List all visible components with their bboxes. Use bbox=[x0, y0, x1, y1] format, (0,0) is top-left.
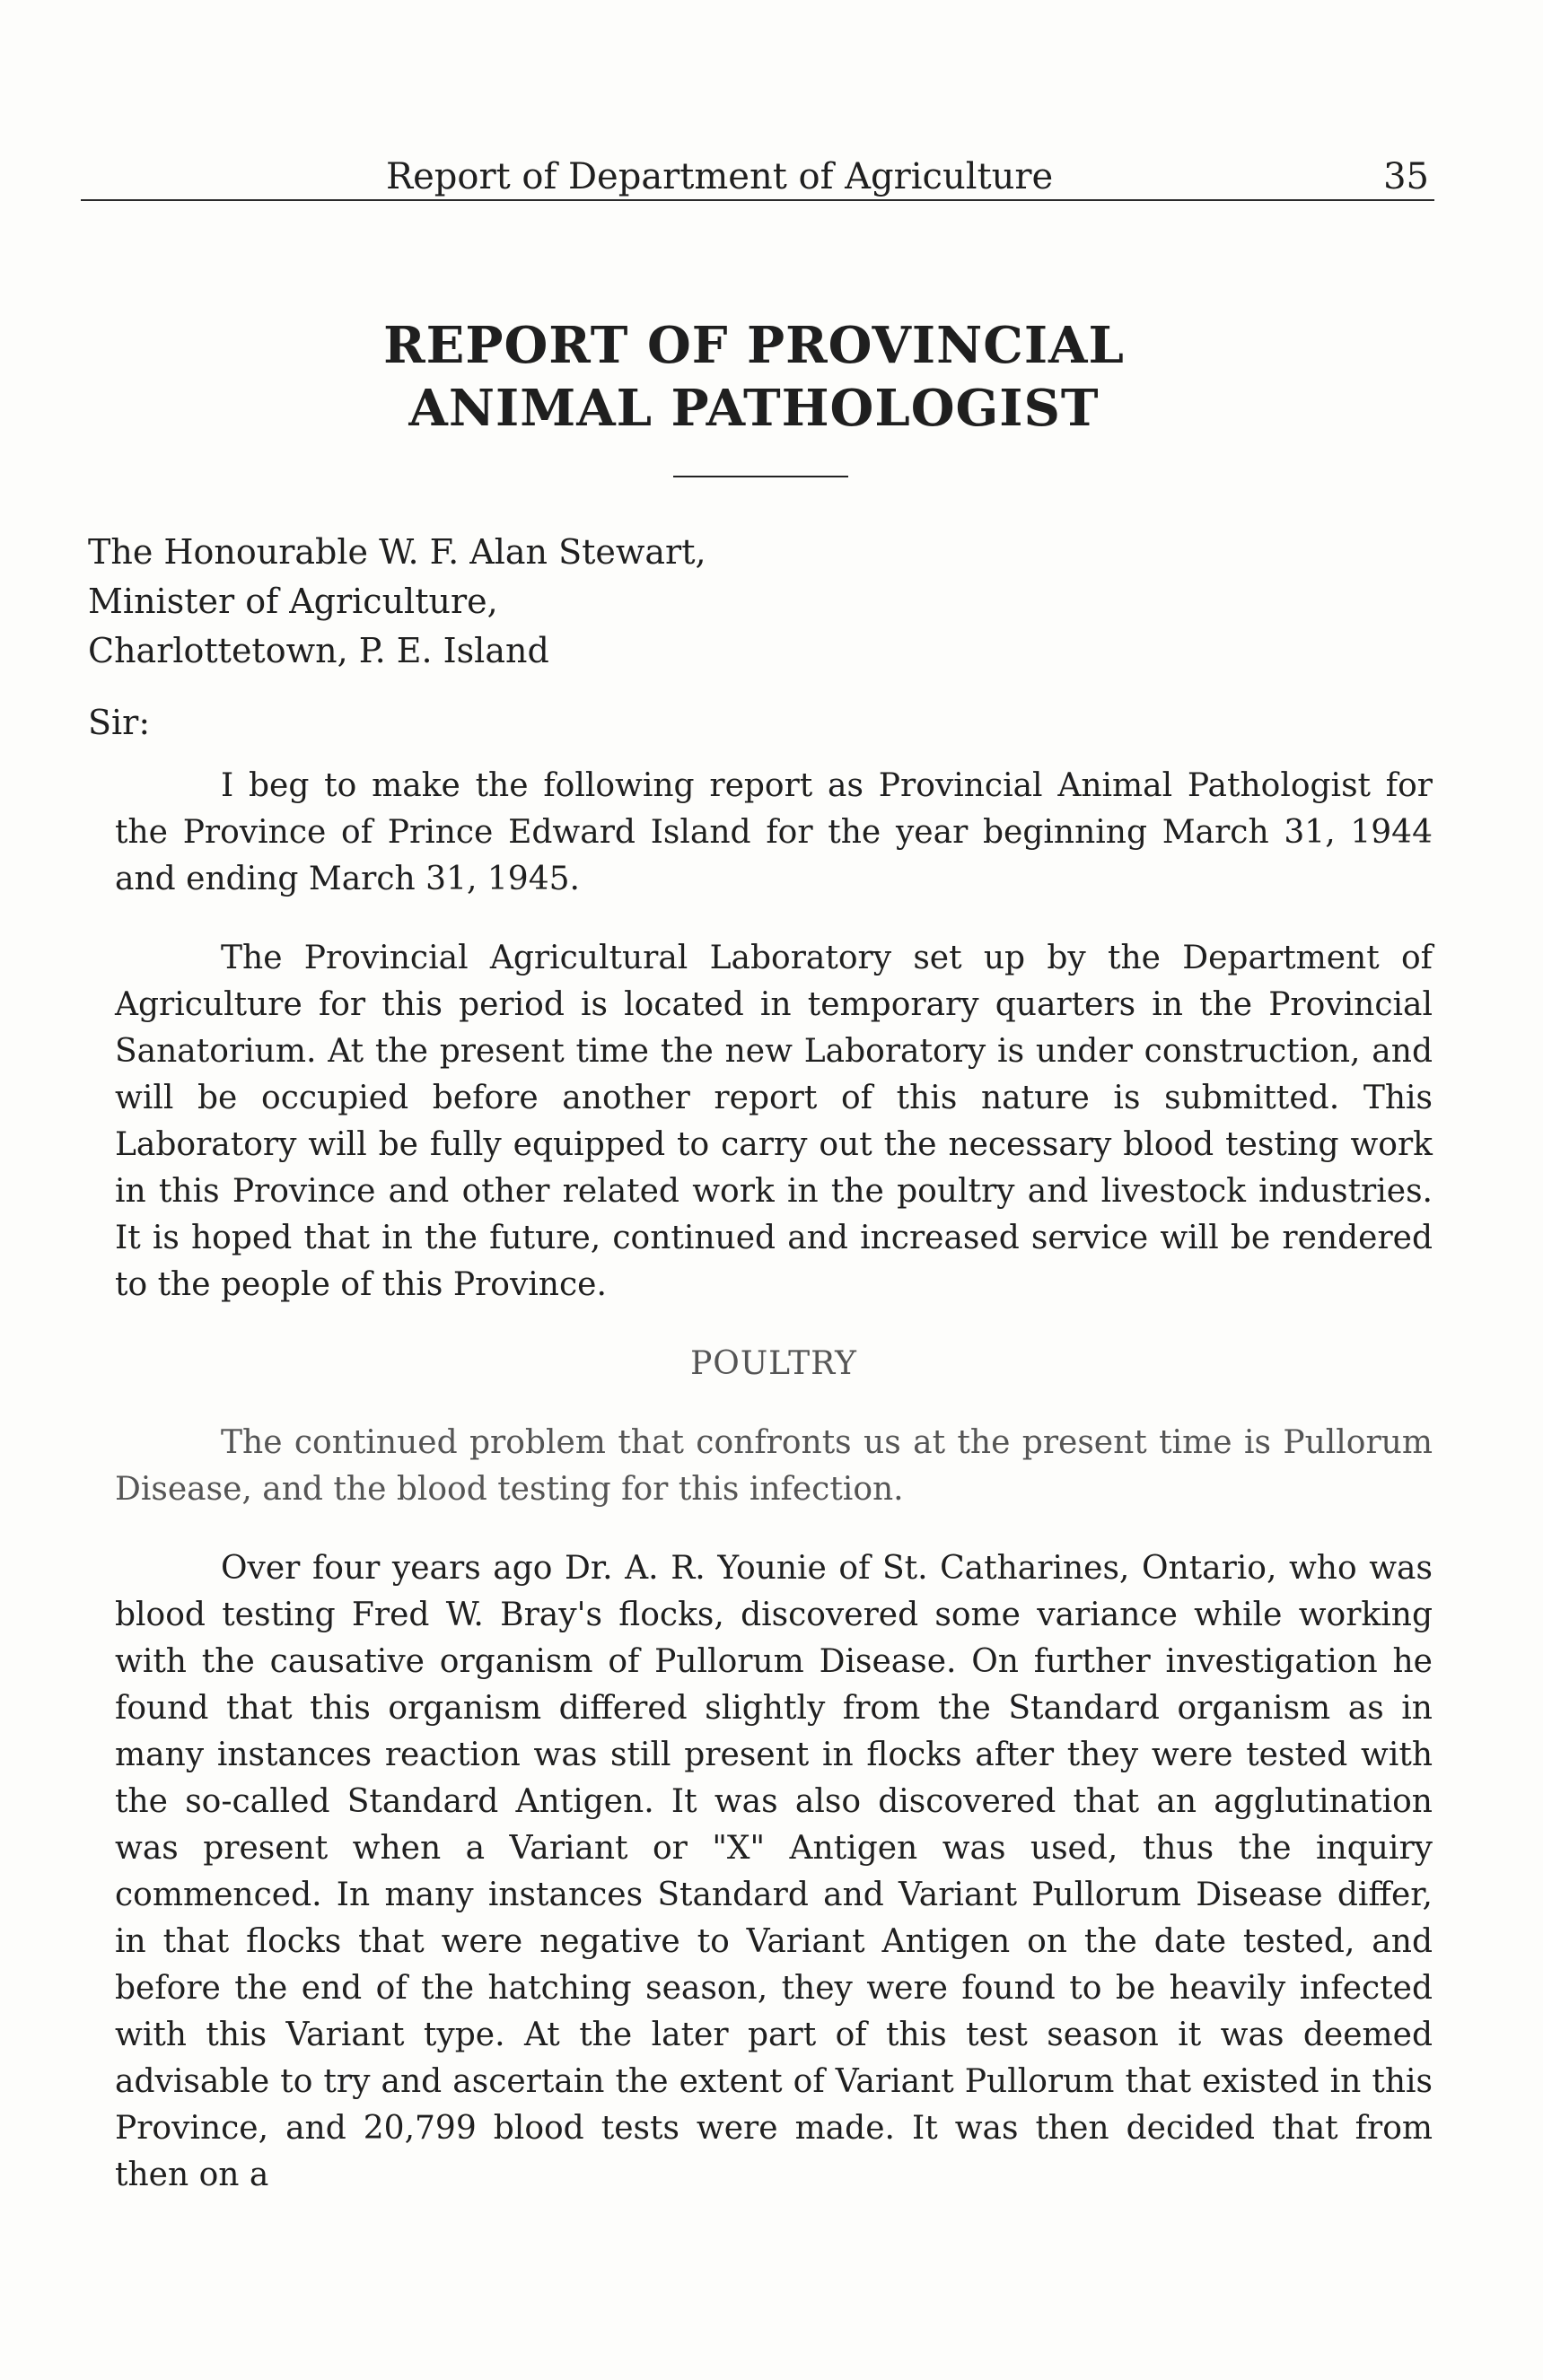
paragraph-pullorum-problem: The continued problem that confronts us at the present time is Pullorum Disease, and the blood testing for this infection. bbox=[115, 1424, 1433, 1508]
paragraph-intro: I beg to make the following report as Provincial Animal Pathologist for the Province of Prince Edward Island for the year beginning March 31, 1944 and ending March 31, 1945. bbox=[115, 767, 1433, 897]
paragraph-variant-pullorum: Over four years ago Dr. A. R. Younie of St. Catharines, Ontario, who was blood testing Fred W. Bray's flocks, discovered some variance while working with the causative organism of Pullorum Disease. On further investigation he found that this organism differed slightly from the Standard organism as in many instances reaction was still present in flocks after they were tested with the so-called Standard Antigen. It was also discovered that an agglutination was present when a Variant or "X" Antigen was used, thus the inquiry commenced. In many instances Standard and Variant Pullorum Disease differ, in that flocks that were negative to Variant Antigen on the date tested, and before the end of the hatching season, they were found to be heavily infected with this Variant type. At the later part of this test season it was deemed advisable to try and ascertain the extent of Variant Pullorum that existed in this Province, and 20,799 blood tests were made. It was then decided that from then on a bbox=[115, 1550, 1433, 2193]
addressee-location: Charlottetown, P. E. Island bbox=[88, 631, 549, 670]
addressee-block bbox=[88, 528, 706, 676]
page-number: 35 bbox=[1383, 156, 1429, 197]
paragraph-laboratory: The Provincial Agricultural Laboratory set up by the Department of Agriculture for this period is located in temporary quarters in the Provincial Sanatorium. At the present time the new Laboratory is under construction, and will be occupied before another report of this nature is submitted. This Laboratory will be fully equipped to carry out the necessary blood testing work in this Province and other related work in the poultry and livestock industries. It is hoped that in the future, continued and increased service will be rendered to the people of this Province. bbox=[115, 940, 1433, 1303]
body-text bbox=[115, 763, 1433, 2231]
addressee-name: The Honourable W. F. Alan Stewart, bbox=[88, 532, 706, 572]
section-heading-poultry: POULTRY bbox=[690, 1345, 857, 1382]
title-divider bbox=[673, 476, 848, 477]
addressee-position: Minister of Agriculture, bbox=[88, 582, 498, 621]
report-title-line-1: REPORT OF PROVINCIAL bbox=[383, 316, 1125, 375]
report-title bbox=[117, 314, 1391, 440]
salutation: Sir: bbox=[88, 703, 151, 742]
report-title-line-2: ANIMAL PATHOLOGIST bbox=[408, 379, 1100, 438]
running-head bbox=[81, 153, 1434, 201]
running-head-title: Report of Department of Agriculture bbox=[386, 156, 1054, 197]
